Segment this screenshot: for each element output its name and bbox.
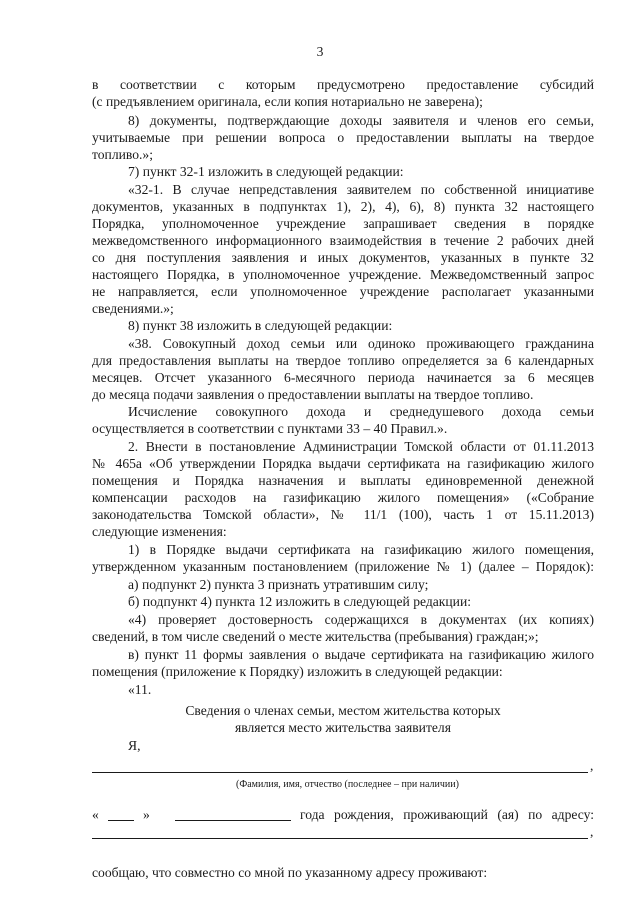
text-line: «4) проверяет достоверность содержащихся в документах (их копиях) — [128, 612, 594, 627]
text-line: сведениями.»; — [92, 301, 174, 316]
text-line: для предоставления выплаты на твердое топливо определяется за 6 календарных — [92, 353, 594, 368]
quote-close: » — [143, 807, 150, 822]
text-line: 8) документы, подтверждающие доходы заявителя и членов его семьи, — [128, 113, 594, 128]
birth-day-field[interactable] — [108, 820, 134, 821]
text-line: настоящего Порядка, в уполномоченное учреждение. Межведомственный запрос — [92, 267, 594, 282]
birth-text: года рождения, проживающий (ая) по адресу: — [300, 807, 594, 822]
name-field-caption: (Фамилия, имя, отчество (последнее – при наличии) — [236, 779, 459, 790]
text-line: документов, указанных в подпунктах 1), 2), 4), 6), 8) пункта 32 настоящего — [92, 199, 594, 214]
birth-month-year-field[interactable] — [175, 820, 291, 821]
text-line: 8) пункт 38 изложить в следующей редакции: — [128, 318, 393, 333]
text-line: следующие изменения: — [92, 524, 227, 539]
text-line: сведений, в том числе сведений о месте жительства (пребывания) граждан;»; — [92, 629, 539, 644]
final-text: сообщаю, что совместно со мной по указанному адресу проживают: — [92, 865, 488, 880]
text-line: «38. Совокупный доход семьи или одиноко проживающего гражданина — [128, 336, 594, 351]
text-line: в) пункт 11 формы заявления о выдаче сертификата на газификацию жилого — [128, 647, 594, 662]
address-field-line[interactable] — [92, 838, 588, 839]
quote-open: « — [92, 807, 99, 822]
text-line: а) подпункт 2) пункта 3 признать утратившим силу; — [128, 577, 429, 592]
address-field-comma: , — [590, 824, 594, 839]
text-line: не направляется, если уполномоченное учреждение располагает указанными — [92, 284, 594, 299]
text-line: № 465а «Об утверждении Порядка выдачи сертификата на газификацию жилого — [92, 456, 594, 471]
text-line: межведомственного информационного взаимодействия в течение 2 рабочих дней — [92, 233, 594, 248]
text-line: 7) пункт 32-1 изложить в следующей редакции: — [128, 164, 404, 179]
text-line: Исчисление совокупного дохода и среднедушевого дохода семьи — [128, 404, 594, 419]
text-line: осуществляется в соответствии с пунктами 33 – 40 Правил.». — [92, 421, 448, 436]
text-line: помещения (приложение к Порядку) изложить в следующей редакции: — [92, 664, 503, 679]
text-line: 1) в Порядке выдачи сертификата на газификацию жилого помещения, — [128, 542, 594, 557]
text-line: со дня поступления заявления и иных документов, указанных в пункте 32 — [92, 250, 594, 265]
text-line: «32-1. В случае непредставления заявителем по собственной инициативе — [128, 182, 594, 197]
text-line: б) подпункт 4) пункта 12 изложить в следующей редакции: — [128, 594, 472, 609]
form-heading: является место жительства заявителя — [235, 720, 451, 735]
text-line: компенсации расходов на газификацию жилого помещения» («Собрание — [92, 490, 594, 505]
text-line: 2. Внести в постановление Администрации Томской области от 01.11.2013 — [128, 439, 594, 454]
text-line: помещения и Порядка назначения и выплаты единовременной денежной — [92, 473, 594, 488]
text-line: топливо.»; — [92, 147, 153, 162]
text-line: законодательства Томской области», № 11/1 (100), часть 1 от 15.11.2013) — [92, 507, 594, 522]
page-number: 3 — [316, 44, 324, 59]
text-line: учитываемые при решении вопроса о предоставлении выплаты на твердое — [92, 130, 594, 145]
name-field-line[interactable] — [92, 772, 588, 773]
text-line: до месяца подачи заявления о предоставлении выплаты на твердое топливо. — [92, 387, 534, 402]
text-line: месяцев. Отсчет указанного 6-месячного периода начинается за 6 месяцев — [92, 370, 594, 385]
text-line: в соответствии с которым предусмотрено предоставление субсидий — [92, 77, 594, 92]
text-line: (с предъявлением оригинала, если копия нотариально не заверена); — [92, 94, 483, 109]
text-line: Порядка, уполномоченное учреждение запрашивает сведения в порядке — [92, 216, 594, 231]
text-line: «11. — [128, 682, 152, 697]
ya-label: Я, — [128, 738, 141, 753]
form-heading: Сведения о членах семьи, местом жительства которых — [185, 703, 501, 718]
name-field-comma: , — [590, 758, 594, 773]
text-line: утвержденном указанным постановлением (приложение № 1) (далее – Порядок): — [92, 559, 594, 574]
